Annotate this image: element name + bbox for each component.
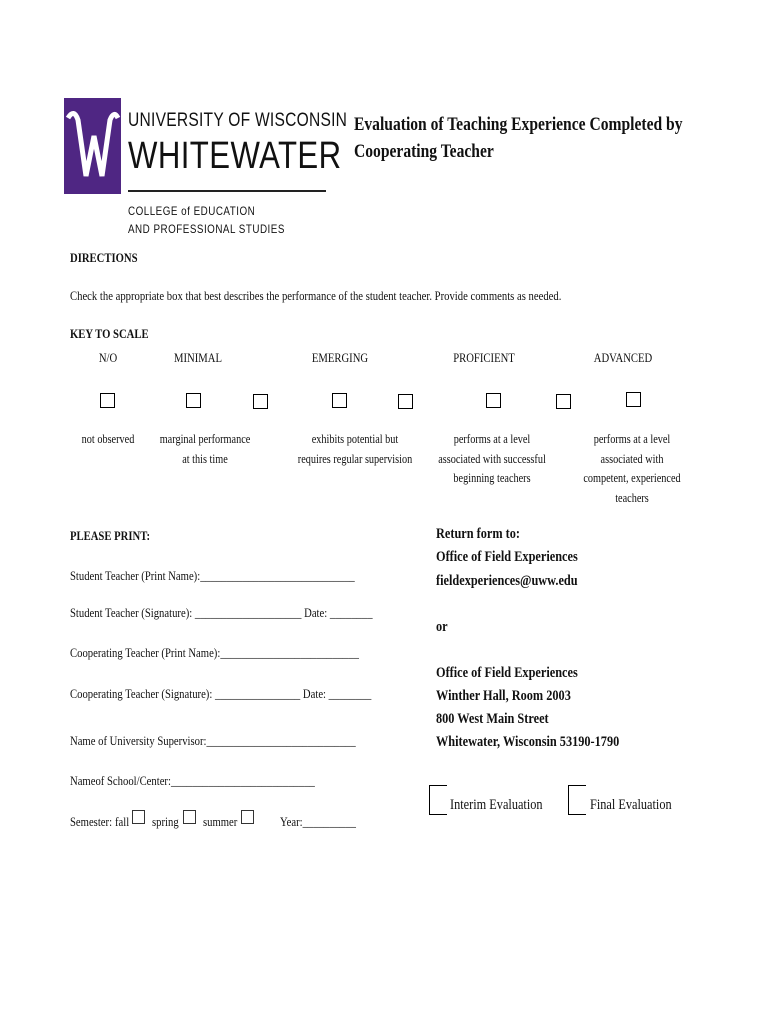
- page-title-line1: Evaluation of Teaching Experience Completed by: [354, 114, 683, 135]
- desc-line: associated with: [600, 451, 664, 466]
- desc-line: teachers: [615, 490, 649, 505]
- semester-summer-label: summer: [203, 814, 238, 829]
- return-heading: Return form to:: [436, 526, 521, 542]
- scale-checkbox-advanced[interactable]: [626, 392, 641, 407]
- scale-heading: KEY TO SCALE: [70, 326, 149, 341]
- desc-line: performs at a level: [593, 432, 671, 446]
- desc-line: not observed: [81, 432, 135, 446]
- scale-desc-minimal: [135, 430, 274, 469]
- address-street: 800 West Main Street: [436, 711, 549, 727]
- scale-checkbox-no[interactable]: [100, 393, 115, 408]
- desc-line: associated with successful: [438, 451, 546, 466]
- semester-spring-checkbox[interactable]: [183, 810, 196, 824]
- logo-university: UNIVERSITY OF WISCONSIN: [128, 110, 348, 131]
- year-field[interactable]: Year:__________: [280, 814, 356, 829]
- student-signature-field[interactable]: Student Teacher (Signature): ____________________ Date: ________: [70, 605, 373, 620]
- desc-line: competent, experienced: [583, 471, 681, 485]
- address-building: Winther Hall, Room 2003: [436, 688, 571, 704]
- scale-checkbox-minimal-emerging[interactable]: [253, 394, 268, 409]
- semester-spring-label: spring: [152, 814, 179, 829]
- scale-level-proficient: PROFICIENT: [453, 350, 515, 365]
- semester-label: Semester:: [70, 814, 113, 829]
- scale-level-no: N/O: [98, 350, 118, 365]
- logo-studies: AND PROFESSIONAL STUDIES: [128, 222, 285, 236]
- scale-checkbox-proficient[interactable]: [486, 393, 501, 408]
- semester-fall-checkbox[interactable]: [132, 810, 145, 824]
- return-or: or: [436, 619, 448, 635]
- school-name-field[interactable]: Nameof School/Center:___________________________: [70, 773, 315, 788]
- please-print-heading: PLEASE PRINT:: [70, 528, 151, 543]
- scale-level-emerging: EMERGING: [311, 350, 369, 365]
- cooperating-signature-field[interactable]: Cooperating Teacher (Signature): ________________ Date: ________: [70, 686, 372, 701]
- desc-line: performs at a level: [453, 432, 531, 446]
- return-email: fieldexperiences@uww.edu: [436, 573, 578, 589]
- semester-summer-checkbox[interactable]: [241, 810, 254, 824]
- scale-checkbox-proficient-advanced[interactable]: [556, 394, 571, 409]
- student-print-name-field[interactable]: Student Teacher (Print Name):_____________________________: [70, 568, 355, 583]
- supervisor-name-field[interactable]: Name of University Supervisor:____________________________: [70, 733, 356, 748]
- address-office: Office of Field Experiences: [436, 665, 578, 681]
- desc-line: beginning teachers: [453, 471, 531, 485]
- page-title-line2: Cooperating Teacher: [354, 141, 494, 162]
- scale-desc-proficient: [422, 430, 561, 489]
- final-evaluation-label: Final Evaluation: [590, 797, 672, 813]
- final-evaluation-checkbox[interactable]: [568, 785, 586, 815]
- scale-checkbox-emerging[interactable]: [332, 393, 347, 408]
- desc-line: at this time: [182, 451, 228, 466]
- semester-fall-label: fall: [115, 814, 130, 829]
- interim-evaluation-checkbox[interactable]: [429, 785, 447, 815]
- uww-logo-mark: [64, 98, 121, 194]
- scale-checkbox-emerging-proficient[interactable]: [398, 394, 413, 409]
- desc-line: marginal performance: [159, 432, 251, 446]
- scale-checkbox-minimal[interactable]: [186, 393, 201, 408]
- desc-line: requires regular supervision: [297, 451, 413, 466]
- scale-level-advanced: ADVANCED: [593, 350, 653, 365]
- logo-whitewater: WHITEWATER: [128, 135, 342, 177]
- scale-level-minimal: MINIMAL: [174, 350, 222, 365]
- directions-heading: DIRECTIONS: [70, 250, 138, 265]
- interim-evaluation-label: Interim Evaluation: [450, 797, 543, 813]
- scale-desc-advanced: [562, 430, 701, 508]
- return-office: Office of Field Experiences: [436, 549, 578, 565]
- desc-line: exhibits potential but: [311, 432, 399, 446]
- cooperating-print-name-field[interactable]: Cooperating Teacher (Print Name):__________________________: [70, 645, 359, 660]
- logo-divider: [128, 190, 326, 192]
- address-city: Whitewater, Wisconsin 53190-1790: [436, 734, 620, 750]
- w-letter-icon: [64, 98, 121, 194]
- directions-text: Check the appropriate box that best describes the performance of the student teacher. Provide comments as needed.: [70, 288, 562, 303]
- logo-college: COLLEGE of EDUCATION: [128, 204, 256, 218]
- scale-desc-emerging: [285, 430, 424, 469]
